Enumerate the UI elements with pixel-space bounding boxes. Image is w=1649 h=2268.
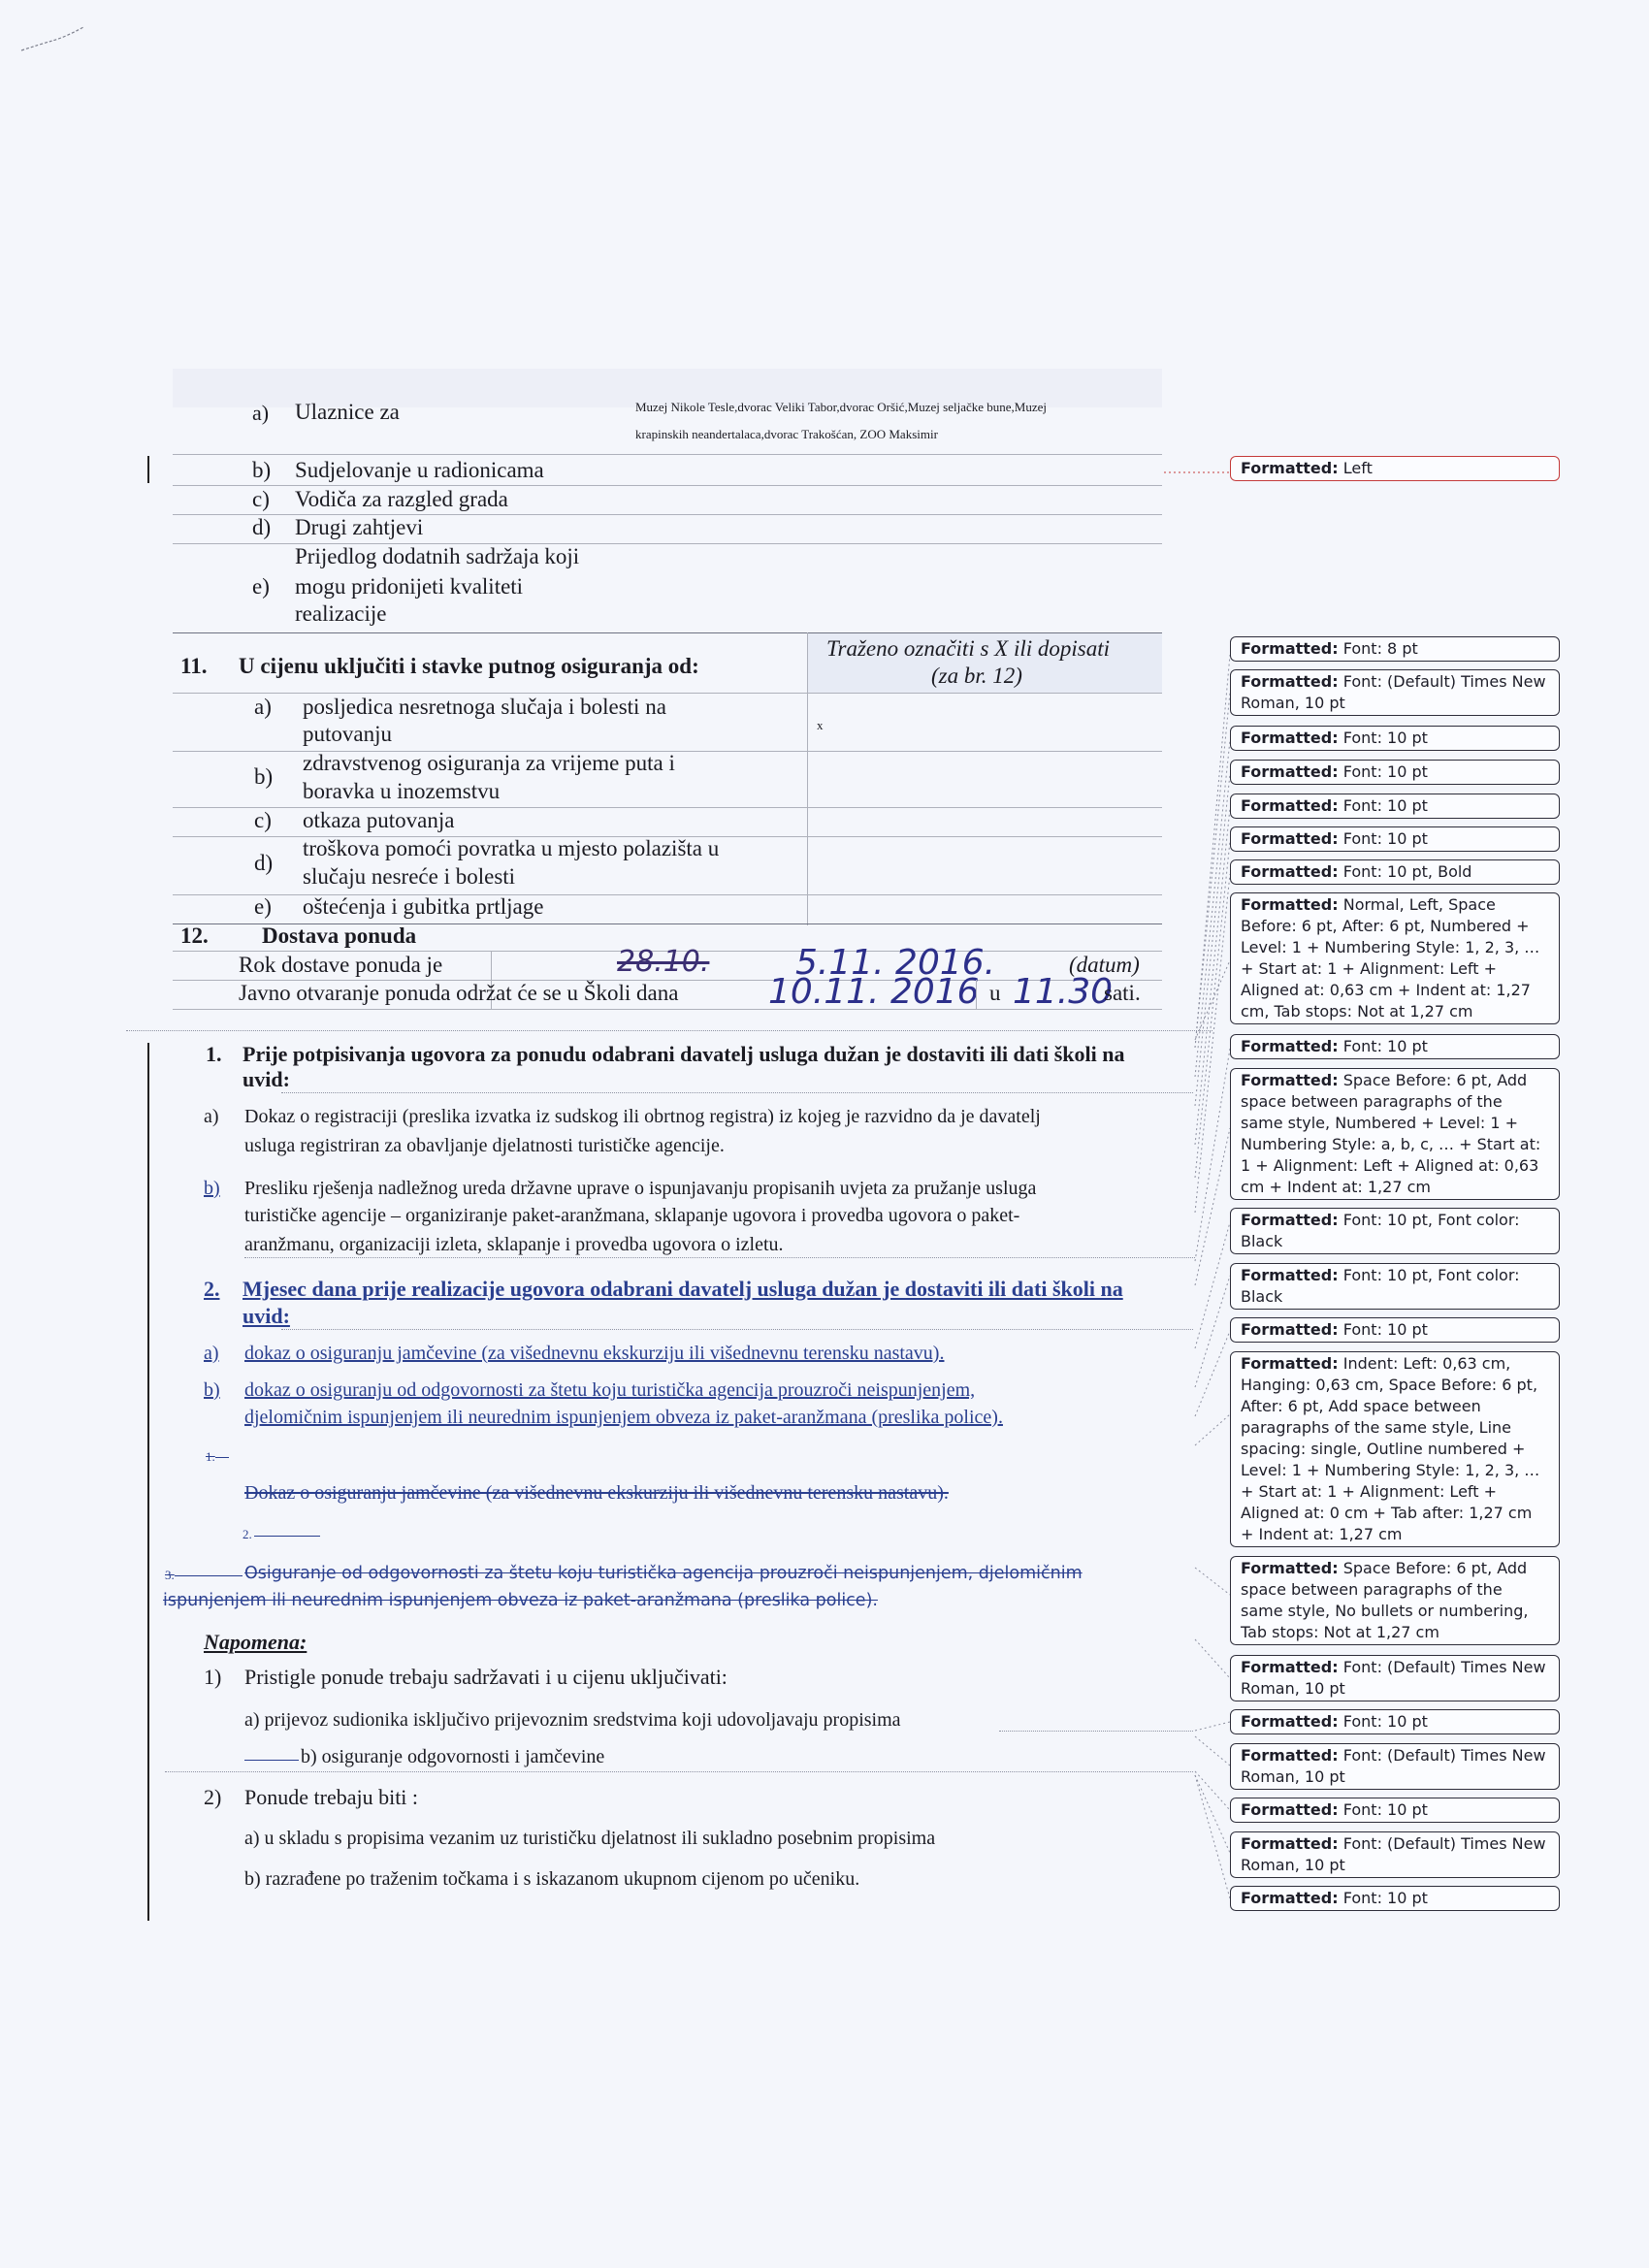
format-balloon[interactable]: Formatted: Font: 10 pt, Bold xyxy=(1230,859,1560,885)
format-balloon[interactable]: Formatted: Font: 10 pt xyxy=(1230,1798,1560,1823)
opening-label: Javno otvaranje ponuda održat će se u Školi dana xyxy=(239,981,679,1005)
format-balloon[interactable]: Formatted: Font: 10 pt xyxy=(1230,1317,1560,1343)
section-11-number: 11. xyxy=(180,654,208,678)
row-b-label: Sudjelovanje u radionicama xyxy=(295,458,544,482)
p2-number: 2. xyxy=(204,1277,220,1301)
format-balloon[interactable]: Formatted: Font: (Default) Times New Roman, 10 pt xyxy=(1230,669,1560,716)
s11-e-letter: e) xyxy=(254,894,272,919)
s11-c-line1: otkaza putovanja xyxy=(303,808,455,832)
s11-a-mark: x xyxy=(817,718,824,732)
row-a-letter: a) xyxy=(252,401,270,425)
deleted-line-3b: ispunjenjem ili neurednim ispunjenjem obveza iz paket-aranžmana (preslika police). xyxy=(163,1591,878,1610)
note-1a-text: a) prijevoz sudionika isključivo prijevoznim sredstvima koji udovoljavaju propisima xyxy=(244,1709,901,1731)
row-b-letter: b) xyxy=(252,458,272,482)
s11-b-line1: zdravstvenog osiguranja za vrijeme puta i xyxy=(303,751,675,775)
scan-smudge xyxy=(19,19,87,58)
opening-at: u xyxy=(989,981,1001,1005)
opening-date-handwritten: 10.11. 2016 xyxy=(768,972,980,1012)
note-1b-text: b) osiguranje odgovornosti i jamčevine xyxy=(301,1746,605,1767)
p2-line2: uvid: xyxy=(242,1304,290,1328)
format-balloon[interactable]: Formatted: Indent: Left: 0,63 cm, Hanging: 0,63 cm, Space Before: 6 pt, After: 6 pt, Add space between paragraphs of the same style, Line spacing: single, Outline numbered + Level: 1 + Numbering Style: 1, 2, 3, … + Start at: 1 + Alignment: Left + Aligned at: 0 cm + Tab after: 1,27 cm + Indent at: 1,27 cm xyxy=(1230,1351,1560,1547)
row-e-label-line2: mogu pridonijeti kvaliteti xyxy=(295,574,524,599)
format-balloon[interactable]: Formatted: Space Before: 6 pt, Add space between paragraphs of the same style, No bullets or numbering, Tab stops: Not at 1,27 cm xyxy=(1230,1556,1560,1645)
note-1-number: 1) xyxy=(204,1665,222,1689)
section-11-hint-line1: Traženo označiti s X ili dopisati xyxy=(826,636,1111,661)
format-balloon[interactable]: Formatted: Font: (Default) Times New Roman, 10 pt xyxy=(1230,1831,1560,1878)
format-balloon[interactable]: Formatted: Left xyxy=(1230,456,1560,481)
deleted-number-2: 2. xyxy=(242,1527,252,1541)
s11-b-letter: b) xyxy=(254,764,274,789)
note-2-text: Ponude trebaju biti : xyxy=(244,1785,419,1809)
s11-e-line1: oštećenja i gubitka prtljage xyxy=(303,894,544,919)
note-2a-text: a) u skladu s propisima vezanim uz turističku djelatnost ili sukladno posebnim propisima xyxy=(244,1828,936,1849)
p1b-letter: b) xyxy=(204,1178,220,1199)
deleted-number-1: 1. xyxy=(206,1449,215,1464)
deleted-line-3a: Osiguranje od odgovornosti za štetu koju turistička agencija prouzroči neispunjenjem, djelomičnim xyxy=(244,1564,1083,1583)
format-balloon[interactable]: Formatted: Font: (Default) Times New Roman, 10 pt xyxy=(1230,1655,1560,1701)
p2a-line1: dokaz o osiguranju jamčevine (za višednevnu ekskurziju ili višednevnu terensku nastavu). xyxy=(244,1343,945,1364)
section-11-title: U cijenu uključiti i stavke putnog osiguranja od: xyxy=(239,654,699,678)
deadline-handwritten: 5.11. 2016. xyxy=(795,943,996,983)
format-balloon[interactable]: Formatted: Font: 10 pt xyxy=(1230,1709,1560,1734)
row-e-label-line3: realizacije xyxy=(295,601,387,626)
p2b-letter: b) xyxy=(204,1379,220,1401)
opening-unit: sati. xyxy=(1104,981,1141,1005)
section-12-title: Dostava ponuda xyxy=(262,923,417,948)
p1a-line2: usluga registriran za obavljanje djelatnosti turističke agencije. xyxy=(244,1135,725,1156)
deadline-label: Rok dostave ponuda je xyxy=(239,953,443,977)
note-2b-text: b) razrađene po traženim točkama i s iskazanom ukupnom cijenom po učeniku. xyxy=(244,1868,860,1890)
p2b-line2: djelomičnim ispunjenjem ili neurednim ispunjenjem obveza iz paket-aranžmana (preslika police). xyxy=(244,1407,1003,1428)
format-balloon[interactable]: Formatted: Font: 10 pt xyxy=(1230,794,1560,819)
s11-d-letter: d) xyxy=(254,851,274,875)
format-balloon[interactable]: Formatted: Font: 8 pt xyxy=(1230,636,1560,662)
p1-line1: Prije potpisivanja ugovora za ponudu odabrani davatelj usluga dužan je dostaviti ili dati školi na xyxy=(242,1042,1125,1066)
row-e-letter: e) xyxy=(252,574,270,599)
format-balloon[interactable]: Formatted: Font: 10 pt xyxy=(1230,726,1560,751)
p1-number: 1. xyxy=(206,1042,222,1066)
deadline-crossed-out: 28.10. xyxy=(617,945,710,979)
p2b-line1: dokaz o osiguranju od odgovornosti za štetu koju turistička agencija prouzroči neispunjenjem, xyxy=(244,1379,976,1401)
s11-a-line2: putovanju xyxy=(303,722,392,746)
s11-a-line1: posljedica nesretnoga slučaja i bolesti na xyxy=(303,695,666,719)
row-a-label: Ulaznice za xyxy=(295,400,400,424)
s11-d-line1: troškova pomoći povratka u mjesto polazišta u xyxy=(303,836,720,860)
s11-d-line2: slučaju nesreće i bolesti xyxy=(303,864,516,889)
row-a-value-line1: Muzej Nikole Tesle,dvorac Veliki Tabor,dvorac Oršić,Muzej seljačke bune,Muzej xyxy=(635,400,1047,414)
format-balloon[interactable]: Formatted: Space Before: 6 pt, Add space between paragraphs of the same style, Numbered + Level: 1 + Numbering Style: a, b, c, … + Start at: 1 + Alignment: Left + Aligned at: 0,63 cm + Indent at: 1,27 cm xyxy=(1230,1068,1560,1200)
format-balloon[interactable]: Formatted: Normal, Left, Space Before: 6 pt, After: 6 pt, Numbered + Level: 1 + Numbering Style: 1, 2, 3, … + Start at: 1 + Alignment: Left + Aligned at: 0,63 cm + Indent at: 1,27 cm, Tab stops: Not at 1,27 cm xyxy=(1230,892,1560,1024)
format-balloon[interactable]: Formatted: Font: (Default) Times New Roman, 10 pt xyxy=(1230,1743,1560,1790)
napomena-heading: Napomena: xyxy=(204,1630,307,1654)
format-balloon[interactable]: Formatted: Font: 10 pt xyxy=(1230,1034,1560,1059)
p2-line1: Mjesec dana prije realizacije ugovora odabrani davatelj usluga dužan je dostaviti ili dati školi na xyxy=(242,1277,1123,1301)
deleted-number-3: 3. xyxy=(165,1568,175,1582)
p1b-line2: turističke agencije – organiziranje paket-aranžmana, sklapanje ugovora i provedba ugovora o paket- xyxy=(244,1205,1020,1226)
row-d-letter: d) xyxy=(252,515,272,539)
format-balloon[interactable]: Formatted: Font: 10 pt xyxy=(1230,760,1560,785)
opening-time-handwritten: 11.30 xyxy=(1013,972,1114,1012)
s11-b-line2: boravka u inozemstvu xyxy=(303,779,501,803)
p1b-line1: Presliku rješenja nadležnog ureda državne uprave o ispunjavanju propisanih uvjeta za pružanje usluga xyxy=(244,1178,1037,1199)
note-1-text: Pristigle ponude trebaju sadržavati i u cijenu uključivati: xyxy=(244,1665,728,1689)
format-balloon[interactable]: Formatted: Font: 10 pt, Font color: Black xyxy=(1230,1208,1560,1254)
format-balloon[interactable]: Formatted: Font: 10 pt xyxy=(1230,826,1560,852)
s11-c-letter: c) xyxy=(254,808,272,832)
section-12-number: 12. xyxy=(180,923,209,948)
row-e-label-line1: Prijedlog dodatnih sadržaja koji xyxy=(295,544,580,568)
p1a-line1: Dokaz o registraciji (preslika izvatka iz sudskog ili obrtnog registra) iz kojeg je razvidno da je davatelj xyxy=(244,1106,1041,1127)
p1a-letter: a) xyxy=(204,1106,219,1127)
section-11-hint-line2: (za br. 12) xyxy=(931,664,1022,688)
s11-a-letter: a) xyxy=(254,695,272,719)
row-d-label: Drugi zahtjevi xyxy=(295,515,424,539)
date-hint: (datum) xyxy=(1069,953,1140,977)
deleted-line-1: Dokaz o osiguranju jamčevine (za višednevnu ekskurziju ili višednevnu terensku nastavu). xyxy=(244,1482,949,1504)
row-a-value-line2: krapinskih neandertalaca,dvorac Trakošćan, ZOO Maksimir xyxy=(635,427,938,441)
p2a-letter: a) xyxy=(204,1343,219,1364)
format-balloon[interactable]: Formatted: Font: 10 pt, Font color: Black xyxy=(1230,1263,1560,1310)
format-balloon[interactable]: Formatted: Font: 10 pt xyxy=(1230,1886,1560,1911)
note-2-number: 2) xyxy=(204,1785,222,1809)
p1b-line3: aranžmanu, organizaciji izleta, sklapanje i provedba ugovora o izletu. xyxy=(244,1234,784,1255)
p1-line2: uvid: xyxy=(242,1067,290,1091)
row-c-label: Vodiča za razgled grada xyxy=(295,487,508,511)
row-c-letter: c) xyxy=(252,487,270,511)
